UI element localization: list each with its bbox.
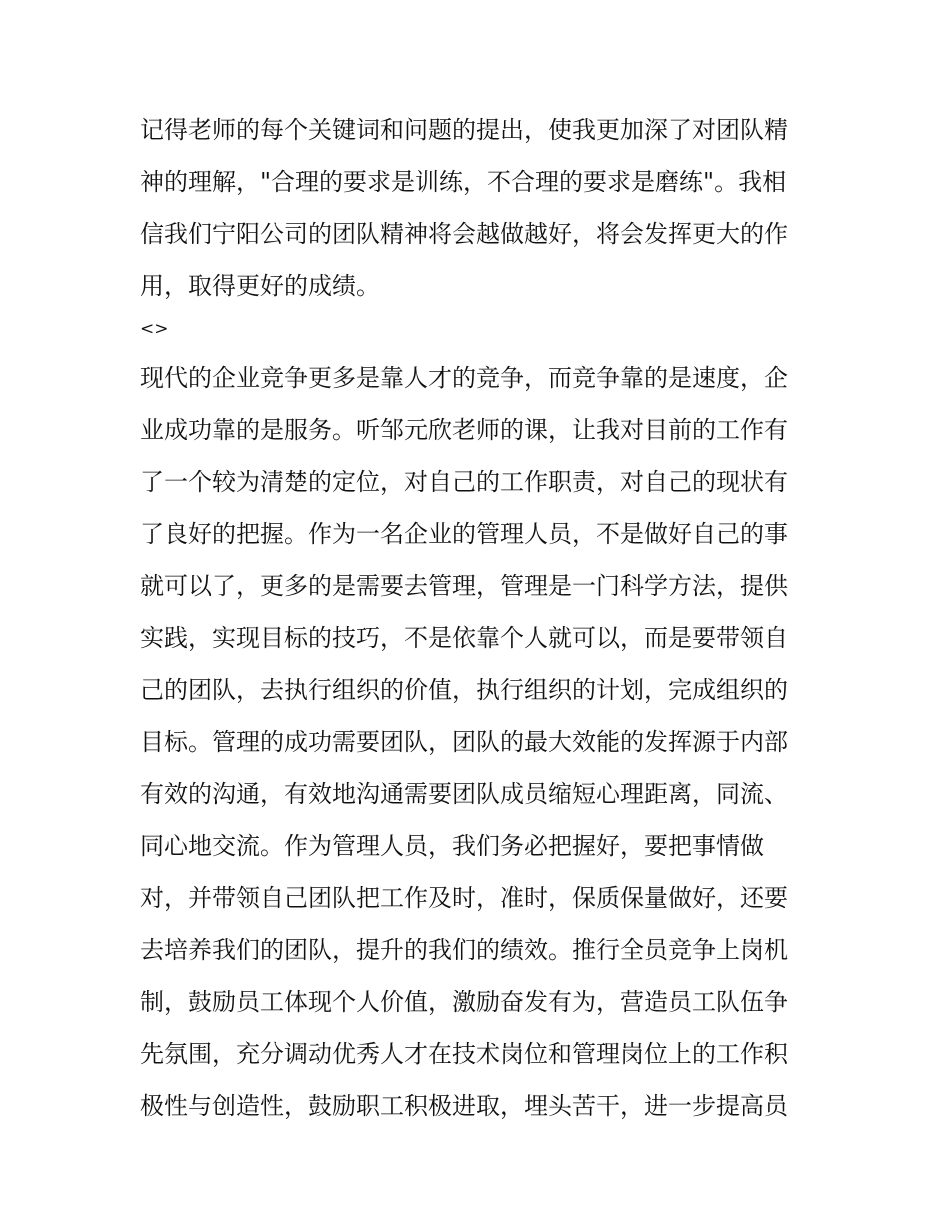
paragraph-2-line-12: 去培养我们的团队，提升的我们的绩效。推行全员竞争上岗机 xyxy=(140,936,788,964)
paragraph-2-line-5: 就可以了，更多的是需要去管理，管理是一门科学方法，提供 xyxy=(140,572,788,600)
paragraph-2-line-7: 己的团队，去执行组织的价值，执行组织的计划，完成组织的 xyxy=(140,676,788,704)
section-separator: <> xyxy=(140,319,169,339)
paragraph-2-line-10: 同心地交流。作为管理人员，我们务必把握好，要把事情做 xyxy=(140,832,764,860)
paragraph-2-line-1: 现代的企业竞争更多是靠人才的竞争，而竞争靠的是速度，企 xyxy=(140,364,788,392)
paragraph-2-line-3: 了一个较为清楚的定位，对自己的工作职责，对自己的现状有 xyxy=(140,468,788,496)
paragraph-2-line-13: 制，鼓励员工体现个人价值，激励奋发有为，营造员工队伍争 xyxy=(140,988,788,1016)
paragraph-2-line-8: 目标。管理的成功需要团队，团队的最大效能的发挥源于内部 xyxy=(140,728,788,756)
paragraph-2-line-9: 有效的沟通，有效地沟通需要团队成员缩短心理距离，同流、 xyxy=(140,780,788,808)
paragraph-2-line-4: 了良好的把握。作为一名企业的管理人员，不是做好自己的事 xyxy=(140,520,788,548)
paragraph-2-line-2: 业成功靠的是服务。听邹元欣老师的课，让我对目前的工作有 xyxy=(140,416,788,444)
paragraph-1-line-1: 记得老师的每个关键词和问题的提出，使我更加深了对团队精 xyxy=(140,116,788,144)
paragraph-2-line-6: 实践，实现目标的技巧，不是依靠个人就可以，而是要带领自 xyxy=(140,624,788,652)
paragraph-2-line-14: 先氛围，充分调动优秀人才在技术岗位和管理岗位上的工作积 xyxy=(140,1040,788,1068)
paragraph-1-line-3: 信我们宁阳公司的团队精神将会越做越好，将会发挥更大的作 xyxy=(140,220,788,248)
paragraph-1-line-4: 用，取得更好的成绩。 xyxy=(140,272,380,300)
paragraph-2-line-15: 极性与创造性，鼓励职工积极进取，埋头苦干，进一步提高员 xyxy=(140,1092,788,1120)
paragraph-1-line-2: 神的理解，"合理的要求是训练，不合理的要求是磨练"。我相 xyxy=(140,168,787,196)
paragraph-2-line-11: 对，并带领自己团队把工作及时，准时，保质保量做好，还要 xyxy=(140,884,788,912)
